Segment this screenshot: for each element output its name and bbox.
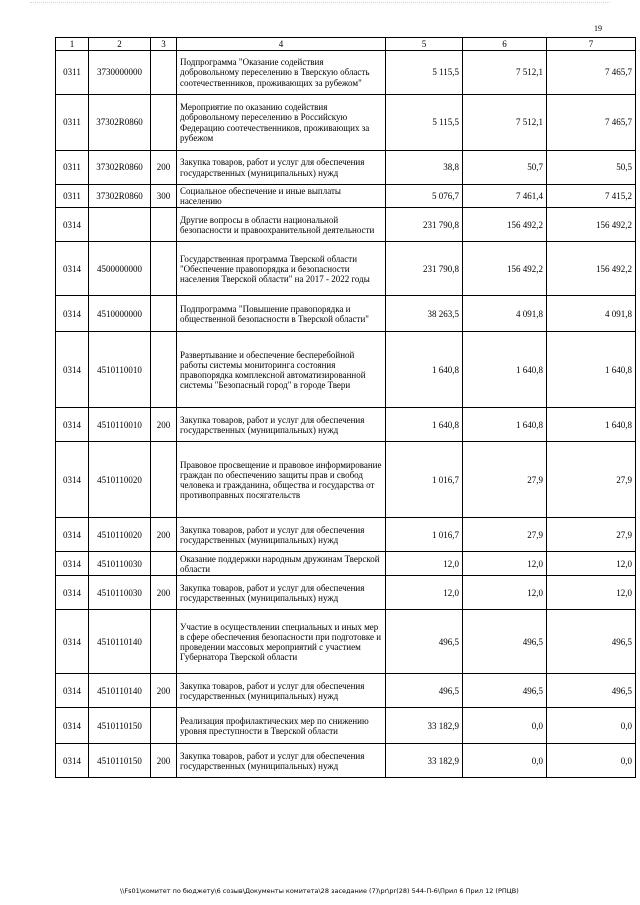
target-code-cell: 4510110140: [89, 610, 151, 674]
table-row: [56, 518, 636, 552]
column-header: 2: [89, 38, 151, 51]
section-code-cell: 0314: [56, 332, 89, 408]
table-row: [56, 708, 636, 744]
table-row: [56, 674, 636, 708]
value-cell: 38 263,5: [386, 296, 463, 332]
target-code-cell: 4510110020: [89, 442, 151, 518]
section-code-cell: 0311: [56, 151, 89, 185]
expense-type-cell: [151, 442, 177, 518]
target-code-cell: [89, 208, 151, 242]
description-cell: Развертывание и обеспечение бесперебойной работы системы мониторинга состояния правопорядка комплексной автоматизированной системы "Безопасный город" в городе Твери: [177, 332, 386, 408]
table-row: [56, 242, 636, 296]
value-cell: 7 465,7: [547, 95, 636, 151]
section-code-cell: 0314: [56, 610, 89, 674]
column-header: 4: [177, 38, 386, 51]
value-cell: 7 415,2: [547, 185, 636, 208]
table-row: [56, 208, 636, 242]
header-row: [56, 38, 636, 51]
expense-type-cell: [151, 242, 177, 296]
description-cell: Участие в осуществлении специальных и иных мер в сфере обеспечения безопасности при подготовке и проведении массовых мероприятий с участием Губернатора Тверской области: [177, 610, 386, 674]
section-code-cell: 0314: [56, 674, 89, 708]
value-cell: 5 076,7: [386, 185, 463, 208]
page-number: 19: [594, 24, 602, 33]
description-cell: Правовое просвещение и правовое информирование граждан по обеспечению защиты прав и свобод человека и гражданина, общества и государства от противоправных посягательств: [177, 442, 386, 518]
description-cell: Закупка товаров, работ и услуг для обеспечения государственных (муниципальных) нужд: [177, 674, 386, 708]
expense-type-cell: 200: [151, 151, 177, 185]
value-cell: 50,5: [547, 151, 636, 185]
value-cell: 0,0: [547, 744, 636, 778]
target-code-cell: 4510110150: [89, 708, 151, 744]
value-cell: 12,0: [547, 552, 636, 576]
target-code-cell: 4510110030: [89, 576, 151, 610]
value-cell: 33 182,9: [386, 744, 463, 778]
value-cell: 5 115,5: [386, 95, 463, 151]
section-code-cell: 0314: [56, 442, 89, 518]
expense-type-cell: [151, 95, 177, 151]
budget-table: [55, 37, 636, 778]
column-header: 3: [151, 38, 177, 51]
value-cell: 12,0: [386, 576, 463, 610]
section-code-cell: 0311: [56, 95, 89, 151]
section-code-cell: 0314: [56, 518, 89, 552]
target-code-cell: 4510110010: [89, 332, 151, 408]
value-cell: 27,9: [463, 518, 547, 552]
value-cell: 496,5: [547, 610, 636, 674]
table-row: [56, 332, 636, 408]
value-cell: 1 016,7: [386, 518, 463, 552]
expense-type-cell: 200: [151, 576, 177, 610]
description-cell: Подпрограмма "Оказание содействия добровольному переселению в Тверскую область соотечественников, проживающих за рубежом": [177, 51, 386, 95]
expense-type-cell: [151, 332, 177, 408]
column-header: 1: [56, 38, 89, 51]
value-cell: 156 492,2: [463, 208, 547, 242]
description-cell: Закупка товаров, работ и услуг для обеспечения государственных (муниципальных) нужд: [177, 744, 386, 778]
target-code-cell: 3730000000: [89, 51, 151, 95]
table-row: [56, 576, 636, 610]
value-cell: 496,5: [463, 674, 547, 708]
value-cell: 1 640,8: [463, 332, 547, 408]
section-code-cell: 0311: [56, 51, 89, 95]
expense-type-cell: [151, 296, 177, 332]
value-cell: 1 016,7: [386, 442, 463, 518]
value-cell: 7 512,1: [463, 95, 547, 151]
table-row: [56, 151, 636, 185]
description-cell: Оказание поддержки народным дружинам Тверской области: [177, 552, 386, 576]
value-cell: 156 492,2: [547, 208, 636, 242]
table-row: [56, 296, 636, 332]
value-cell: 496,5: [463, 610, 547, 674]
target-code-cell: 4510110020: [89, 518, 151, 552]
description-cell: Закупка товаров, работ и услуг для обеспечения государственных (муниципальных) нужд: [177, 408, 386, 442]
value-cell: 0,0: [463, 708, 547, 744]
file-path-footer: \\Fs01\комитет по бюджету\6 созыв\Документы комитета\28 заседание (7)\pr\pr(28) 544-П-6\Прил 6 Прил 12 (РПЦВ): [120, 887, 519, 895]
column-header: 5: [386, 38, 463, 51]
section-code-cell: 0314: [56, 208, 89, 242]
section-code-cell: 0314: [56, 242, 89, 296]
value-cell: 1 640,8: [386, 408, 463, 442]
section-code-cell: 0314: [56, 708, 89, 744]
section-code-cell: 0314: [56, 576, 89, 610]
value-cell: 7 465,7: [547, 51, 636, 95]
value-cell: 1 640,8: [547, 332, 636, 408]
value-cell: 156 492,2: [547, 242, 636, 296]
target-code-cell: 37302R0860: [89, 95, 151, 151]
target-code-cell: 4510110140: [89, 674, 151, 708]
section-code-cell: 0314: [56, 296, 89, 332]
expense-type-cell: [151, 552, 177, 576]
expense-type-cell: 200: [151, 744, 177, 778]
table-row: [56, 610, 636, 674]
table-row: [56, 185, 636, 208]
table-row: [56, 408, 636, 442]
description-cell: Государственная программа Тверской области "Обеспечение правопорядка и безопасности населения Тверской области" на 2017 - 2022 годы: [177, 242, 386, 296]
table-body: [56, 51, 636, 778]
description-cell: Мероприятие по оказанию содействия добровольному переселению в Российскую Федерацию соотечественников, проживающих за рубежом: [177, 95, 386, 151]
column-header: 6: [463, 38, 547, 51]
value-cell: 33 182,9: [386, 708, 463, 744]
target-code-cell: 37302R0860: [89, 151, 151, 185]
value-cell: 496,5: [386, 610, 463, 674]
expense-type-cell: 200: [151, 674, 177, 708]
target-code-cell: 4510110010: [89, 408, 151, 442]
section-code-cell: 0314: [56, 744, 89, 778]
expense-type-cell: [151, 610, 177, 674]
scan-artifact: [30, 2, 610, 9]
description-cell: Другие вопросы в области национальной безопасности и правоохранительной деятельности: [177, 208, 386, 242]
column-header: 7: [547, 38, 636, 51]
description-cell: Закупка товаров, работ и услуг для обеспечения государственных (муниципальных) нужд: [177, 151, 386, 185]
value-cell: 12,0: [463, 576, 547, 610]
value-cell: 496,5: [547, 674, 636, 708]
value-cell: 0,0: [547, 708, 636, 744]
value-cell: 12,0: [386, 552, 463, 576]
description-cell: Закупка товаров, работ и услуг для обеспечения государственных (муниципальных) нужд: [177, 518, 386, 552]
section-code-cell: 0314: [56, 408, 89, 442]
value-cell: 27,9: [547, 442, 636, 518]
value-cell: 38,8: [386, 151, 463, 185]
expense-type-cell: [151, 51, 177, 95]
description-cell: Реализация профилактических мер по снижению уровня преступности в Тверской области: [177, 708, 386, 744]
description-cell: Подпрограмма "Повышение правопорядка и общественной безопасности в Тверской области": [177, 296, 386, 332]
value-cell: 231 790,8: [386, 208, 463, 242]
expense-type-cell: [151, 208, 177, 242]
value-cell: 496,5: [386, 674, 463, 708]
table-row: [56, 552, 636, 576]
value-cell: 1 640,8: [547, 408, 636, 442]
target-code-cell: 37302R0860: [89, 185, 151, 208]
value-cell: 1 640,8: [386, 332, 463, 408]
table-row: [56, 442, 636, 518]
value-cell: 4 091,8: [463, 296, 547, 332]
value-cell: 156 492,2: [463, 242, 547, 296]
value-cell: 27,9: [547, 518, 636, 552]
target-code-cell: 4510000000: [89, 296, 151, 332]
value-cell: 4 091,8: [547, 296, 636, 332]
description-cell: Социальное обеспечение и иные выплаты населению: [177, 185, 386, 208]
table-row: [56, 744, 636, 778]
value-cell: 12,0: [463, 552, 547, 576]
expense-type-cell: 200: [151, 518, 177, 552]
expense-type-cell: 200: [151, 408, 177, 442]
value-cell: 231 790,8: [386, 242, 463, 296]
value-cell: 12,0: [547, 576, 636, 610]
section-code-cell: 0311: [56, 185, 89, 208]
section-code-cell: 0314: [56, 552, 89, 576]
table-row: [56, 51, 636, 95]
value-cell: 5 115,5: [386, 51, 463, 95]
value-cell: 7 461,4: [463, 185, 547, 208]
value-cell: 0,0: [463, 744, 547, 778]
value-cell: 27,9: [463, 442, 547, 518]
value-cell: 1 640,8: [463, 408, 547, 442]
value-cell: 50,7: [463, 151, 547, 185]
table-row: [56, 95, 636, 151]
target-code-cell: 4510110030: [89, 552, 151, 576]
expense-type-cell: 300: [151, 185, 177, 208]
value-cell: 7 512,1: [463, 51, 547, 95]
target-code-cell: 4500000000: [89, 242, 151, 296]
expense-type-cell: [151, 708, 177, 744]
target-code-cell: 4510110150: [89, 744, 151, 778]
description-cell: Закупка товаров, работ и услуг для обеспечения государственных (муниципальных) нужд: [177, 576, 386, 610]
